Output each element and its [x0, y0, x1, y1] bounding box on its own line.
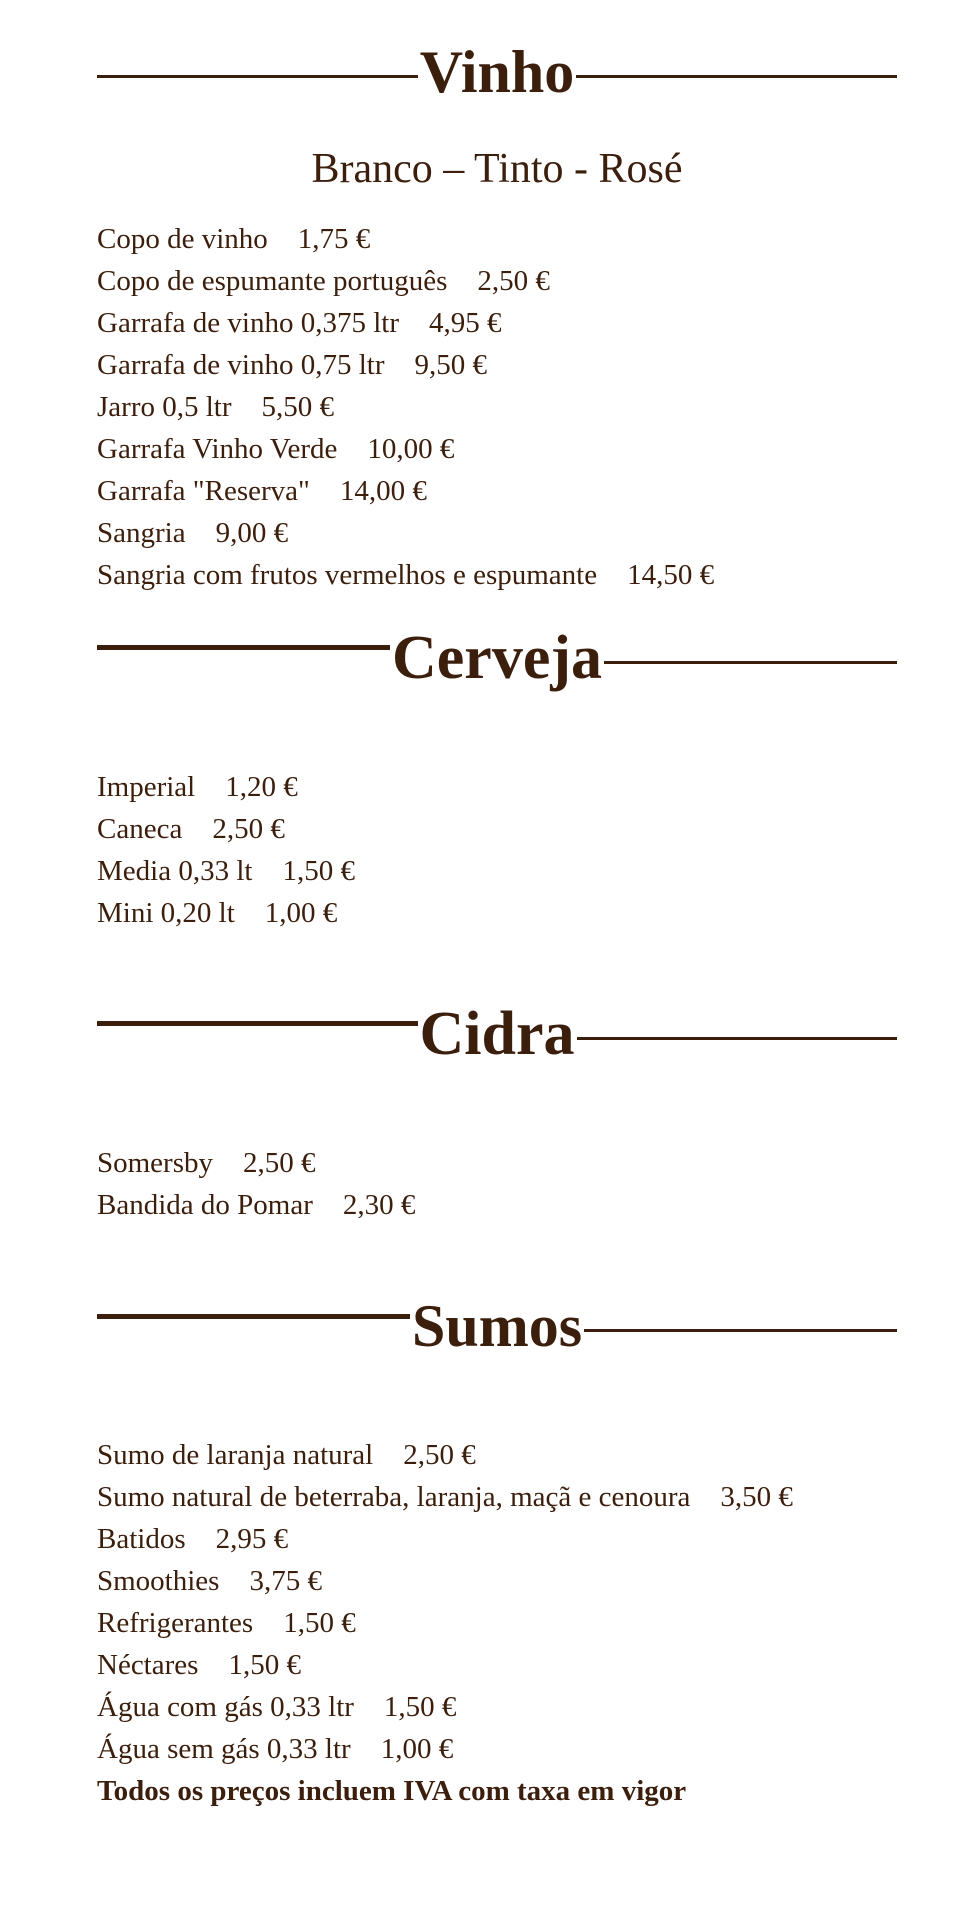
section-title: Cidra: [419, 1000, 575, 1068]
menu-list-cidra: [97, 1142, 917, 1226]
menu-item: [97, 850, 917, 892]
section-header-sumos: [97, 1286, 897, 1366]
item-name: Água sem gás 0,33 ltr: [97, 1733, 351, 1765]
item-price: 4,95 €: [428, 307, 502, 339]
item-name: Refrigerantes: [97, 1607, 254, 1639]
item-name: Sumo de laranja natural: [97, 1439, 374, 1471]
menu-item: [97, 512, 917, 554]
section-title: Vinho: [419, 39, 575, 105]
menu-list-cerveja: [97, 766, 917, 934]
menu-item: [97, 1602, 917, 1644]
item-price: 2,50 €: [403, 1439, 476, 1471]
item-name: Sangria: [97, 517, 186, 549]
item-price: 3,50 €: [720, 1481, 793, 1513]
item-price: 1,50 €: [282, 855, 355, 887]
item-name: Néctares: [97, 1649, 199, 1681]
item-name: Copo de espumante português: [97, 265, 448, 297]
item-name: Caneca: [97, 813, 183, 845]
item-price: 2,50 €: [477, 265, 550, 297]
item-name: Garrafa "Reserva": [97, 475, 310, 507]
item-name: Smoothies: [97, 1565, 220, 1597]
item-name: Garrafa Vinho Verde: [97, 433, 338, 465]
menu-item: [97, 1728, 917, 1770]
menu-item: [97, 808, 917, 850]
item-name: Garrafa de vinho 0,75 ltr: [97, 349, 385, 381]
rule-left: [97, 75, 418, 78]
menu-item: [97, 554, 917, 596]
rule-left: [97, 1021, 418, 1026]
menu-item: [97, 218, 917, 260]
menu-item: [97, 386, 917, 428]
menu-item: [97, 1476, 917, 1518]
item-name: Sumo natural de beterraba, laranja, maçã e cenoura: [97, 1481, 691, 1513]
rule-right: [577, 1037, 898, 1040]
vat-footnote: Todos os preços incluem IVA com taxa em vigor: [97, 1775, 687, 1807]
menu-list-vinho: [97, 218, 917, 596]
rule-left: [97, 1314, 410, 1319]
item-price: 9,00 €: [215, 517, 289, 549]
item-name: Água com gás 0,33 ltr: [97, 1691, 354, 1723]
section-header-cerveja: [97, 618, 897, 698]
menu-item: [97, 1142, 917, 1184]
menu-item: [97, 428, 917, 470]
menu-item: [97, 1518, 917, 1560]
menu-item: [97, 344, 917, 386]
item-price: 1,00 €: [264, 897, 338, 929]
item-price: 2,30 €: [342, 1189, 416, 1221]
menu-item: [97, 470, 917, 512]
item-price: 1,50 €: [228, 1649, 301, 1681]
item-name: Mini 0,20 lt: [97, 897, 235, 929]
menu-item: [97, 1644, 917, 1686]
item-price: 3,75 €: [249, 1565, 322, 1597]
item-price: 9,50 €: [414, 349, 487, 381]
item-price: 2,50 €: [243, 1147, 316, 1179]
rule-left: [97, 645, 390, 650]
item-price: 1,75 €: [297, 223, 371, 255]
item-price: 1,00 €: [380, 1733, 454, 1765]
menu-item: [97, 1560, 917, 1602]
item-name: Batidos: [97, 1523, 186, 1555]
item-price: 14,00 €: [339, 475, 427, 507]
menu-item: [97, 766, 917, 808]
menu-item: [97, 1184, 917, 1226]
wine-types-subtitle: Branco – Tinto - Rosé: [311, 146, 683, 192]
rule-right: [604, 661, 897, 664]
item-name: Sangria com frutos vermelhos e espumante: [97, 559, 598, 591]
section-header-vinho: [97, 32, 897, 112]
menu-list-sumos: [97, 1434, 917, 1770]
rule-right: [584, 1329, 897, 1332]
item-price: 5,50 €: [261, 391, 334, 423]
menu-item: [97, 1434, 917, 1476]
menu-item: [97, 1686, 917, 1728]
item-price: 2,95 €: [215, 1523, 289, 1555]
item-price: 14,50 €: [627, 559, 715, 591]
item-price: 1,20 €: [225, 771, 298, 803]
item-name: Bandida do Pomar: [97, 1189, 313, 1221]
item-name: Copo de vinho: [97, 223, 268, 255]
item-price: 1,50 €: [383, 1691, 457, 1723]
section-title: Cerveja: [392, 624, 602, 692]
item-price: 1,50 €: [283, 1607, 356, 1639]
item-name: Garrafa de vinho 0,375 ltr: [97, 307, 399, 339]
menu-item: [97, 892, 917, 934]
menu-item: [97, 260, 917, 302]
item-price: 10,00 €: [367, 433, 455, 465]
item-name: Media 0,33 lt: [97, 855, 253, 887]
section-header-cidra: [97, 994, 897, 1074]
item-name: Somersby: [97, 1147, 213, 1179]
item-name: Jarro 0,5 ltr: [97, 391, 232, 423]
rule-right: [576, 75, 897, 78]
menu-item: [97, 302, 917, 344]
item-name: Imperial: [97, 771, 196, 803]
item-price: 2,50 €: [212, 813, 285, 845]
section-title: Sumos: [411, 1293, 583, 1359]
